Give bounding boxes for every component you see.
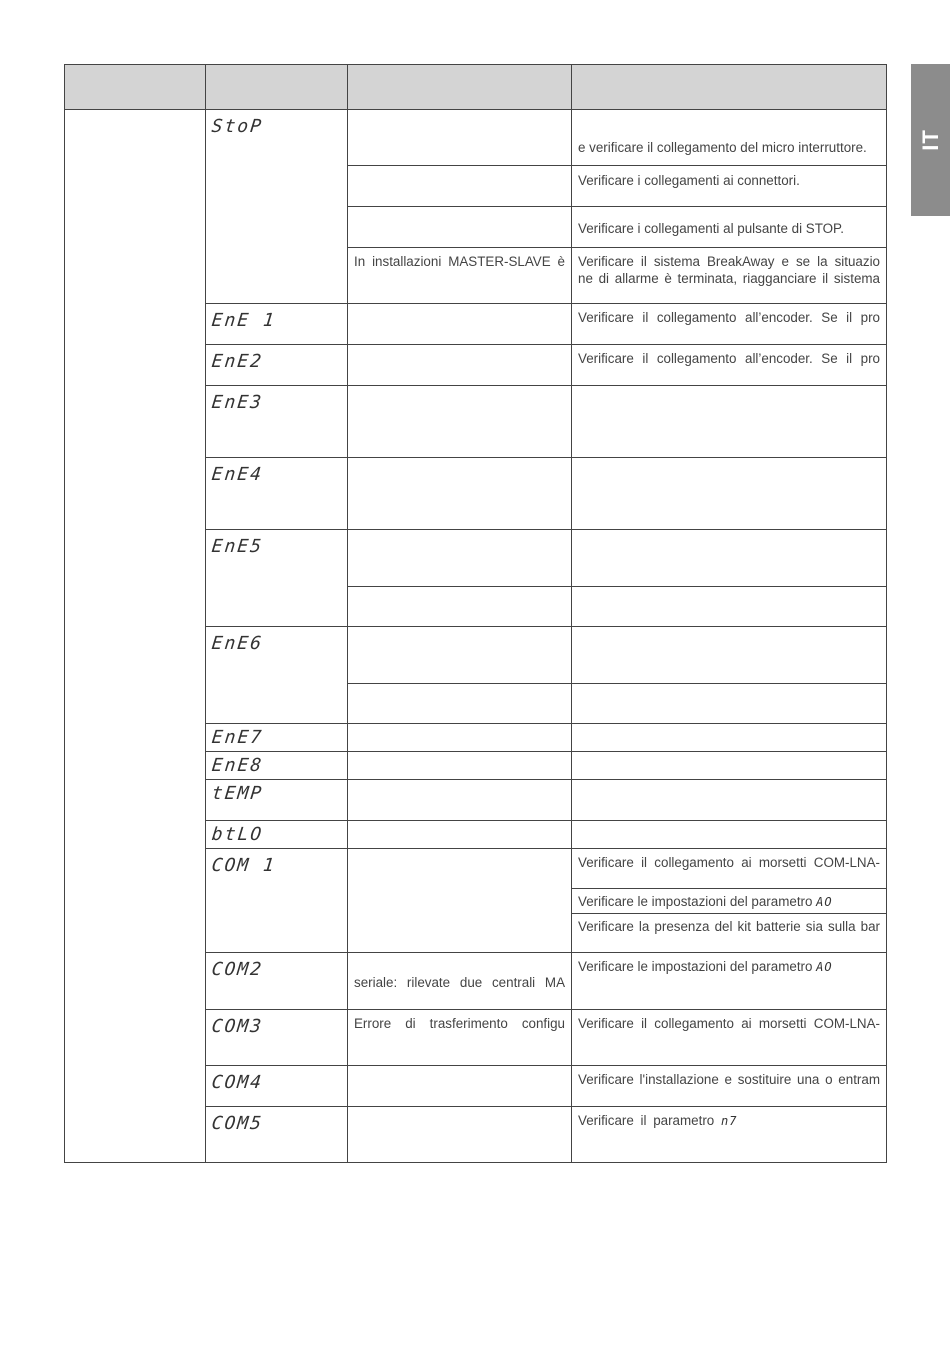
error-code: COM2 [210, 959, 265, 980]
action-cell [572, 724, 887, 752]
parameter-code: AO [816, 895, 833, 909]
language-tab [911, 64, 950, 216]
error-code: EnE4 [210, 464, 265, 485]
code-cell [206, 304, 348, 345]
cause-cell [348, 587, 572, 627]
code-cell [206, 627, 348, 724]
code-cell [206, 110, 348, 304]
action-cell [572, 627, 887, 684]
cause-cell [348, 1010, 572, 1066]
error-code: StoP [210, 116, 265, 137]
cause-cell [348, 207, 572, 248]
action-cell [572, 458, 887, 530]
cause-cell [348, 386, 572, 458]
error-code: COM5 [210, 1113, 265, 1134]
action-text: Verificare la presenza del kit batterie sia sulla bar [578, 919, 880, 934]
error-code: EnE8 [210, 755, 265, 776]
code-cell [206, 849, 348, 953]
code-cell [206, 821, 348, 849]
error-code: tEMP [210, 783, 265, 804]
action-cell [572, 166, 887, 207]
header-cell [572, 65, 887, 110]
error-code: EnE5 [210, 536, 265, 557]
action-text: ne di allarme è terminata, riagganciare il sistema [578, 271, 880, 286]
error-code: EnE2 [210, 351, 265, 372]
code-cell [206, 752, 348, 780]
action-text: Verificare i collegamenti al pulsante di STOP. [578, 221, 844, 236]
cause-cell [348, 780, 572, 821]
parameter-code: AO [816, 960, 833, 974]
action-cell [572, 684, 887, 724]
cause-cell [348, 458, 572, 530]
action-cell [572, 889, 887, 914]
cause-text: In installazioni MASTER-SLAVE è [354, 254, 565, 269]
action-cell [572, 752, 887, 780]
error-table [64, 64, 887, 1163]
error-code: COM3 [210, 1016, 265, 1037]
cause-cell [348, 530, 572, 587]
language-tab-label: IT [917, 129, 943, 151]
action-cell [572, 914, 887, 953]
error-code: EnE 1 [210, 310, 277, 331]
action-cell [572, 110, 887, 166]
cause-text: seriale: rilevate due centrali MA [354, 975, 565, 990]
cause-cell [348, 1066, 572, 1107]
cause-cell [348, 627, 572, 684]
code-cell [206, 724, 348, 752]
cause-cell [348, 345, 572, 386]
cause-cell [348, 953, 572, 1010]
action-text: e verificare il collegamento del micro interruttore. [578, 140, 867, 155]
code-cell [206, 1107, 348, 1163]
action-cell [572, 1107, 887, 1163]
action-text: Verificare le impostazioni del parametro [578, 959, 817, 974]
cause-cell [348, 1107, 572, 1163]
action-cell [572, 345, 887, 386]
action-cell [572, 248, 887, 304]
action-text: Verificare il collegamento ai morsetti COM-LNA- [578, 855, 880, 870]
action-text: Verificare i collegamenti ai connettori. [578, 173, 800, 188]
code-cell [206, 530, 348, 627]
code-cell [206, 1010, 348, 1066]
action-cell [572, 304, 887, 345]
code-cell [206, 780, 348, 821]
code-cell [206, 1066, 348, 1107]
error-code: btLO [210, 824, 265, 845]
action-cell [572, 821, 887, 849]
action-cell [572, 849, 887, 889]
action-text: Verificare le impostazioni del parametro [578, 894, 817, 909]
action-text: Verificare il collegamento all’encoder. Se il pro [578, 351, 880, 366]
action-text: Verificare il collegamento all’encoder. Se il pro [578, 310, 880, 325]
error-code: COM4 [210, 1072, 265, 1093]
action-cell [572, 207, 887, 248]
action-cell [572, 386, 887, 458]
action-text: Verificare il sistema BreakAway e se la situazio [578, 254, 880, 269]
action-cell [572, 780, 887, 821]
action-text: Verificare il parametro [578, 1113, 721, 1128]
cause-cell [348, 304, 572, 345]
cause-text: Errore di trasferimento configu [354, 1016, 565, 1031]
table-row [65, 110, 887, 166]
cause-cell [348, 110, 572, 166]
code-cell [206, 953, 348, 1010]
action-text: Verificare il collegamento ai morsetti COM-LNA- [578, 1016, 880, 1031]
cause-cell [348, 752, 572, 780]
category-cell [65, 110, 206, 1163]
error-code: EnE6 [210, 633, 265, 654]
action-cell [572, 1066, 887, 1107]
code-cell [206, 345, 348, 386]
action-cell [572, 587, 887, 627]
error-code: EnE3 [210, 392, 265, 413]
cause-cell [348, 684, 572, 724]
header-row [65, 65, 887, 110]
cause-cell [348, 821, 572, 849]
action-cell [572, 1010, 887, 1066]
parameter-code: n7 [720, 1114, 738, 1128]
code-cell [206, 458, 348, 530]
cause-cell [348, 248, 572, 304]
action-text: Verificare l'installazione e sostituire una o entram [578, 1072, 880, 1087]
error-code: EnE7 [210, 727, 265, 748]
action-cell [572, 953, 887, 1010]
header-cell [65, 65, 206, 110]
cause-cell [348, 724, 572, 752]
header-cell [206, 65, 348, 110]
header-cell [348, 65, 572, 110]
cause-cell [348, 166, 572, 207]
code-cell [206, 386, 348, 458]
action-cell [572, 530, 887, 587]
error-code: COM 1 [210, 855, 277, 876]
cause-cell [348, 849, 572, 953]
